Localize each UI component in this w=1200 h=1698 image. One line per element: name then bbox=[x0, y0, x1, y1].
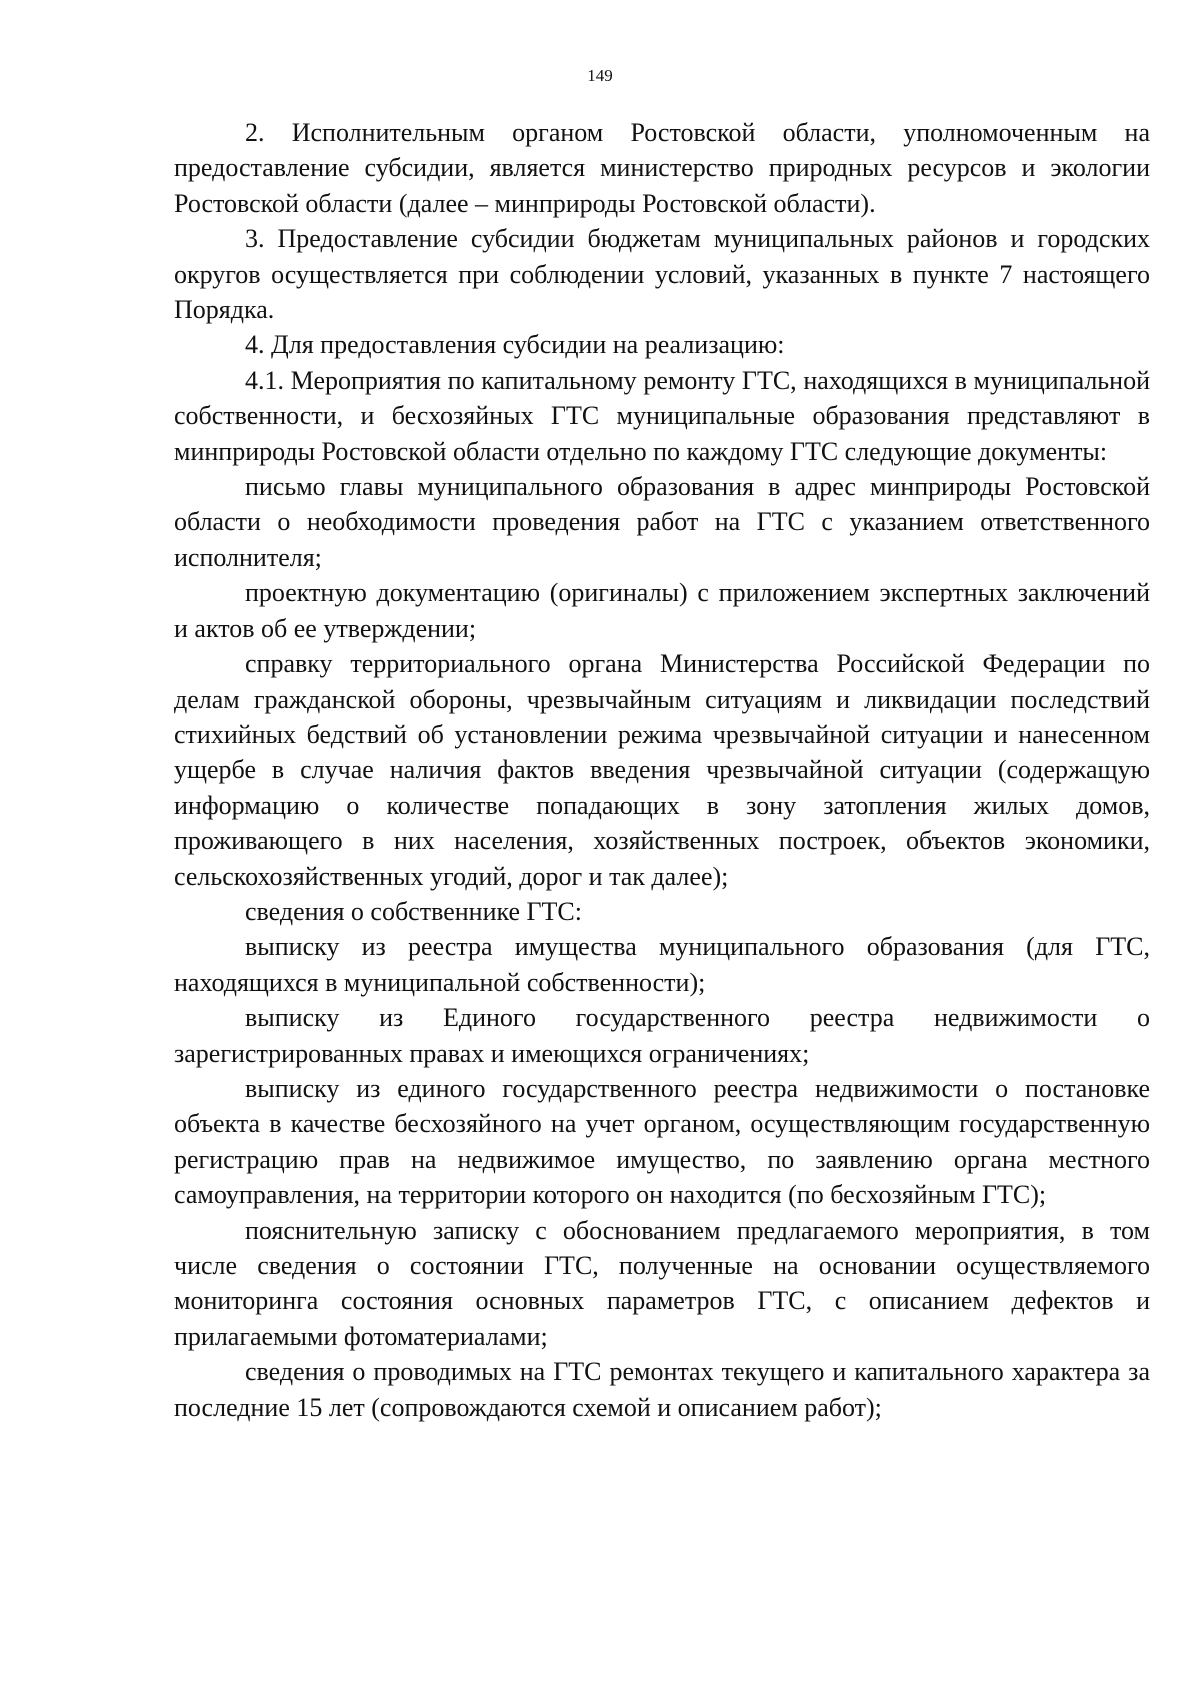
paragraph: 3. Предоставление субсидии бюджетам муниципальных районов и городских округов осуществляется при соблюдении условий, указанных в пункте 7 настоящего Порядка. bbox=[174, 224, 1150, 325]
paragraph: проектную документацию (оригиналы) с приложением экспертных заключений и актов об ее утверждении; bbox=[174, 578, 1150, 643]
document-body bbox=[174, 115, 1150, 1425]
paragraph: сведения о проводимых на ГТС ремонтах текущего и капитального характера за последние 15 лет (сопровождаются схемой и описанием работ); bbox=[174, 1357, 1150, 1422]
page-number: 149 bbox=[587, 66, 613, 85]
paragraph: 4. Для предоставления субсидии на реализацию: bbox=[245, 330, 785, 360]
paragraph: письмо главы муниципального образования в адрес минприроды Ростовской области о необходимости проведения работ на ГТС с указанием ответственного исполнителя; bbox=[174, 472, 1150, 572]
paragraph: пояснительную записку с обоснованием предлагаемого мероприятия, в том числе сведения о состоянии ГТС, полученные на основании осуществляемого мониторинга состояния основных параметров ГТС, с описанием дефектов и прилагаемыми фотоматериалами; bbox=[174, 1215, 1150, 1351]
paragraph: сведения о собственнике ГТС: bbox=[245, 896, 582, 926]
paragraph: 4.1. Мероприятия по капитальному ремонту ГТС, находящихся в муниципальной собственности, и бесхозяйных ГТС муниципальные образования представляют в минприроды Ростовской области отдельно по каждому ГТС следующие документы: bbox=[174, 365, 1150, 466]
paragraph: выписку из Единого государственного реестра недвижимости о зарегистрированных правах и имеющихся ограничениях; bbox=[174, 1003, 1150, 1068]
paragraph: справку территориального органа Министерства Российской Федерации по делам гражданской обороны, чрезвычайным ситуациям и ликвидации последствий стихийных бедствий об установлении режима чрезвычайной ситуации и нанесенном ущербе в случае наличия фактов введения чрезвычайной ситуации (содержащую информацию о количестве попадающих в зону затопления жилых домов, проживающего в них населения, хозяйственных построек, объектов экономики, сельскохозяйственных угодий, дорог и так далее); bbox=[174, 649, 1150, 891]
paragraph: выписку из единого государственного реестра недвижимости о постановке объекта в качестве бесхозяйного на учет органом, осуществляющим государственную регистрацию прав на недвижимое имущество, по заявлению органа местного самоуправления, на территории которого он находится (по бесхозяйным ГТС); bbox=[174, 1073, 1150, 1210]
paragraph: выписку из реестра имущества муниципального образования (для ГТС, находящихся в муниципальной собственности); bbox=[174, 932, 1150, 997]
paragraph: 2. Исполнительным органом Ростовской области, уполномоченным на предоставление субсидии, является министерство природных ресурсов и экологии Ростовской области (далее – минприроды Ростовской области). bbox=[174, 118, 1150, 218]
